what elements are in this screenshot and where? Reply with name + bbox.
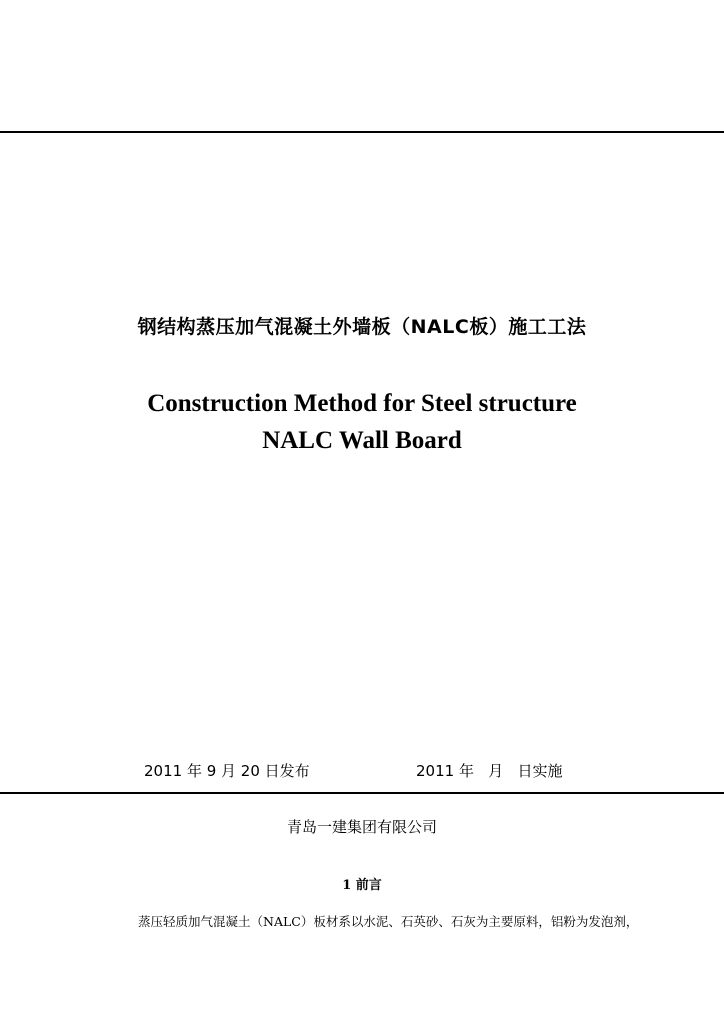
title-en-line-1: Construction Method for Steel structure: [147, 390, 577, 417]
implement-date: 2011 年 月 日实施: [416, 762, 563, 780]
document-title-chinese: 钢结构蒸压加气混凝土外墙板（NALC板）施工工法: [137, 316, 587, 338]
title-en-line-2: NALC Wall Board: [262, 427, 462, 454]
publish-date: 2011 年 9 月 20 日发布: [144, 762, 310, 780]
top-divider: [0, 131, 724, 133]
bottom-divider: [0, 792, 724, 794]
document-title-english: [0, 385, 724, 459]
company-name: 青岛一建集团有限公司: [286, 818, 437, 836]
section-heading-preface: 1 前言: [342, 878, 382, 893]
body-paragraph: 蒸压轻质加气混凝土（NALC）板材系以水泥、石英砂、石灰为主要原料，铝粉为发泡剂，: [138, 914, 639, 929]
